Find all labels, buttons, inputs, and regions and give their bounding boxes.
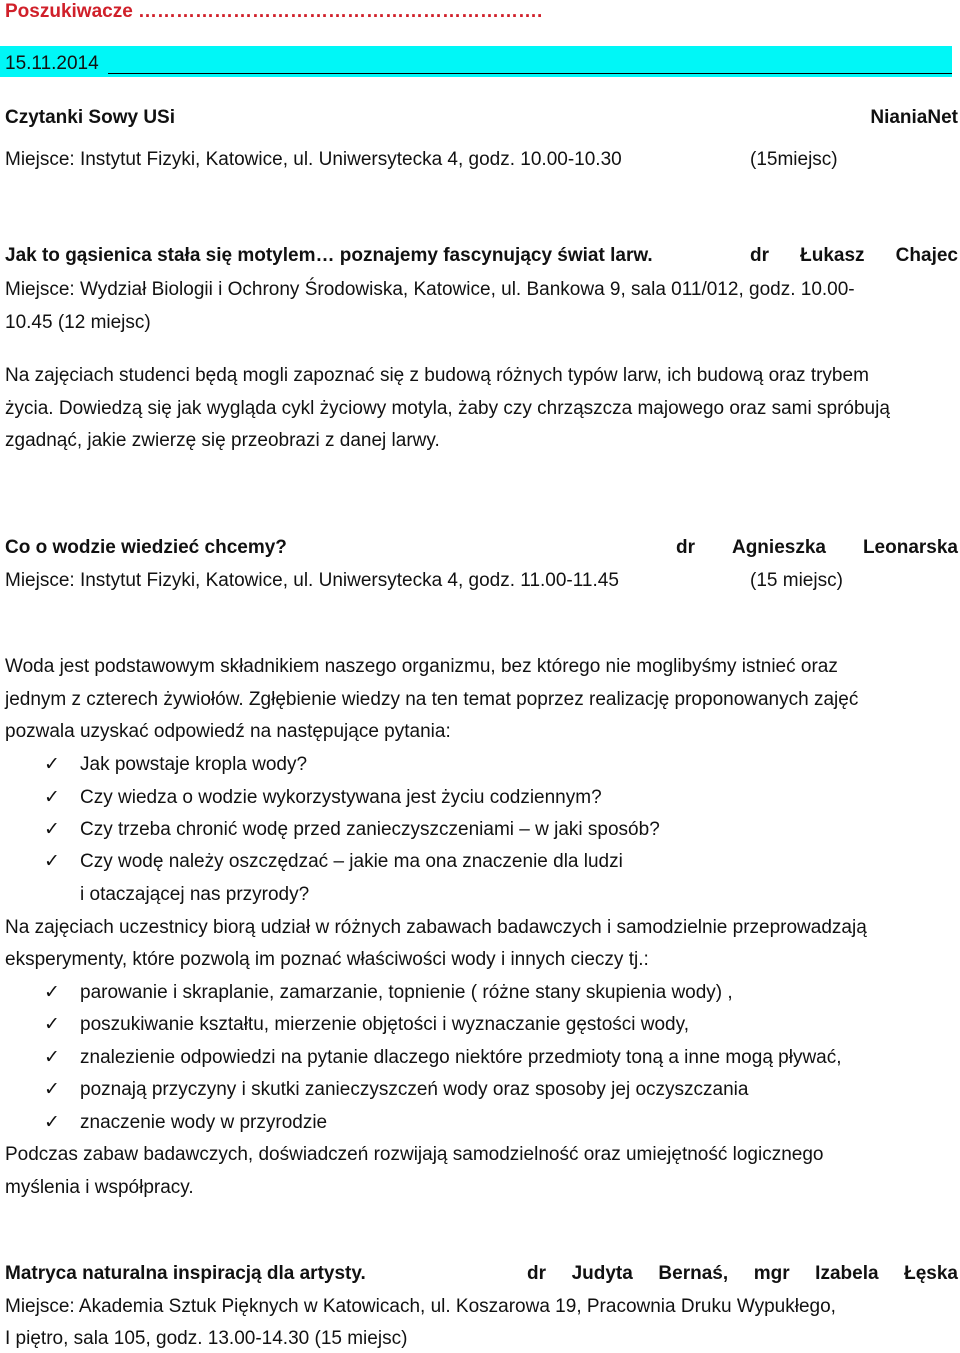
event3-leader-last: Leonarska [862,537,958,558]
checkmark-icon: ✓ [44,1047,60,1068]
event3-closing-1: Podczas zabaw badawczych, doświadczeń rozwijają samodzielność oraz umiejętność logicznego [5,1144,824,1165]
event4-leader-part: Izabela [815,1263,879,1284]
event4-place-line2: I piętro, sala 105, godz. 13.00-14.30 (15 miejsc) [5,1328,408,1349]
event3-leader-first: Agnieszka [731,537,826,558]
checkmark-icon: ✓ [44,1112,60,1133]
checkmark-icon: ✓ [44,851,60,872]
question-item: Czy wiedza o wodzie wykorzystywana jest życiu codziennym? [80,787,602,808]
event4-leader-part: mgr [753,1263,790,1284]
event4-title: Matryca naturalna inspiracją dla artysty. [5,1263,366,1284]
event3-closing-2: myślenia i współpracy. [5,1177,194,1198]
question-item: Jak powstaje kropla wody? [80,754,308,775]
checkmark-icon: ✓ [44,1014,60,1035]
question-item: Czy wodę należy oszczędzać – jakie ma ona znaczenie dla ludzi [80,851,623,872]
question-item: Czy trzeba chronić wodę przed zanieczyszczeniami – w jaki sposób? [80,819,660,840]
topic-item: poznają przyczyny i skutki zanieczyszczeń wody oraz sposoby jej oczyszczania [80,1079,749,1100]
topic-item: parowanie i skraplanie, zamarzanie, topnienie ( różne stany skupienia wody) , [80,982,733,1003]
event3-activity-2: eksperymenty, które pozwolą im poznać właściwości wody i innych cieczy tj.: [5,949,649,970]
event2-leader-title: dr [750,245,769,266]
checkmark-icon: ✓ [44,819,60,840]
event3-place: Miejsce: Instytut Fizyki, Katowice, ul. Uniwersytecka 4, godz. 11.00-11.45 [5,570,619,591]
event3-title: Co o wodzie wiedzieć chcemy? [5,537,287,558]
event3-seats: (15 miejsc) [750,570,843,591]
event3-activity-1: Na zajęciach uczestnicy biorą udział w różnych zabawach badawczych i samodzielnie przeprowadzają [5,917,867,938]
date-underline [108,73,952,74]
event4-place-line1: Miejsce: Akademia Sztuk Pięknych w Katowicach, ul. Koszarowa 19, Pracownia Druku Wypukłego, [5,1296,836,1317]
checkmark-icon: ✓ [44,1079,60,1100]
event1-seats: (15miejsc) [750,149,838,170]
event3-leader [676,536,958,560]
event-date: 15.11.2014 [5,53,99,74]
topic-item: znalezienie odpowiedzi na pytanie dlaczego niektóre przedmioty toną a inne mogą pływać, [80,1047,842,1068]
event4-leaders [527,1262,958,1286]
page-title: Poszukiwacze ………………………………………………………. [5,1,543,22]
event1-organizer: NianiaNet [870,107,958,128]
event4-leader-part: Judyta [571,1263,633,1284]
event3-intro-3: pozwala uzyskać odpowiedź na następujące pytania: [5,721,451,742]
event4-leader-part: Łęska [904,1263,958,1284]
event3-leader-title: dr [676,537,695,558]
question-item-continuation: i otaczającej nas przyrody? [80,884,310,905]
event2-desc-3: zgadnąć, jakie zwierzę się przeobrazi z danej larwy. [5,430,440,451]
event3-intro-1: Woda jest podstawowym składnikiem naszego organizmu, bez którego nie moglibyśmy istnieć oraz [5,656,838,677]
checkmark-icon: ✓ [44,982,60,1003]
event4-leader-part: dr [527,1263,546,1284]
event2-desc-2: życia. Dowiedzą się jak wygląda cykl życiowy motyla, żaby czy chrząszcza majowego oraz sami spróbują [5,398,890,419]
event2-place-line1: Miejsce: Wydział Biologii i Ochrony Środowiska, Katowice, ul. Bankowa 9, sala 011/012, godz. 10.00- [5,279,855,300]
event2-title: Jak to gąsienica stała się motylem… poznajemy fascynujący świat larw. [5,245,653,266]
event4-leader-part: Bernaś, [658,1263,729,1284]
event3-intro-2: jednym z czterech żywiołów. Zgłębienie wiedzy na ten temat poprzez realizację proponowanych zajęć [5,689,859,710]
event2-leader [750,244,958,268]
event2-desc-1: Na zajęciach studenci będą mogli zapoznać się z budową różnych typów larw, ich budową oraz trybem [5,365,869,386]
event2-place-line2: 10.45 (12 miejsc) [5,312,151,333]
topic-item: poszukiwanie kształtu, mierzenie objętości i wyznaczanie gęstości wody, [80,1014,689,1035]
checkmark-icon: ✓ [44,787,60,808]
checkmark-icon: ✓ [44,754,60,775]
event2-leader-first: Łukasz [800,245,865,266]
event1-place: Miejsce: Instytut Fizyki, Katowice, ul. Uniwersytecka 4, godz. 10.00-10.30 [5,149,622,170]
topic-item: znaczenie wody w przyrodzie [80,1112,328,1133]
event2-leader-last: Chajec [895,245,958,266]
event1-title: Czytanki Sowy USi [5,107,175,128]
